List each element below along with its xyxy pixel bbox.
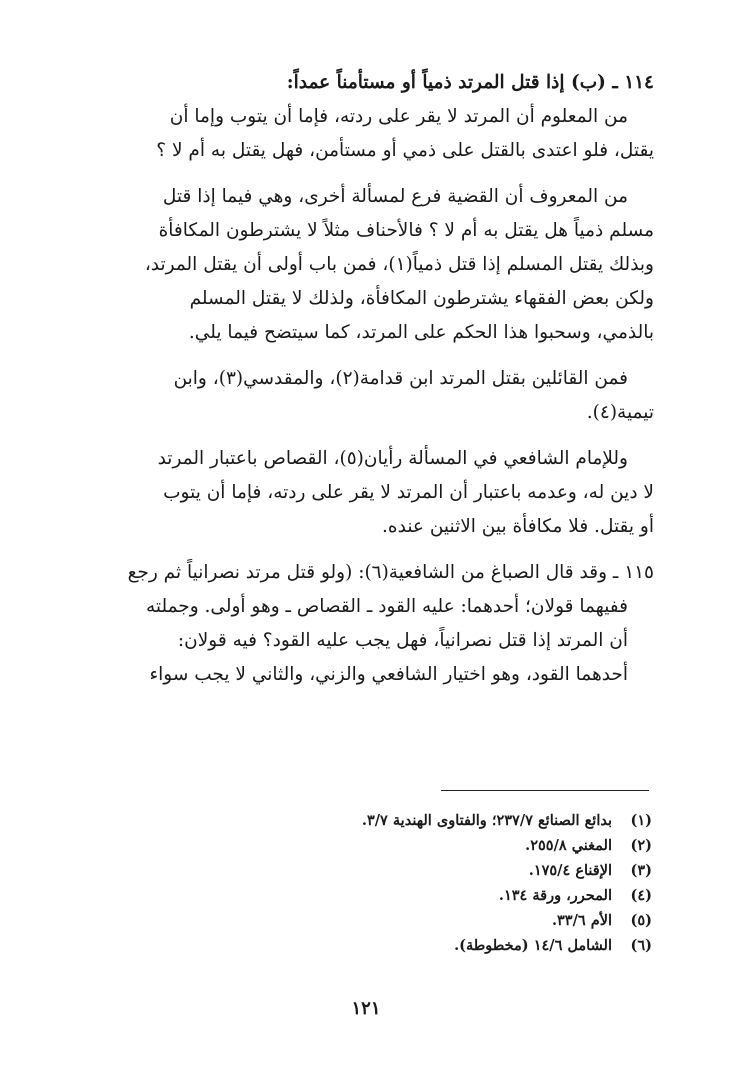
footnote-text: بدائع الصنائع ٢٣٧/٧؛ والفتاوى الهندية ٣/٧. <box>361 812 612 829</box>
paragraph-3 <box>92 362 654 430</box>
text-line: ١١٥ ـ وقد قال الصباغ من الشافعية(٦): (ولو قتل مرتد نصرانياً ثم رجع <box>127 562 654 583</box>
footnote-number: (٥) <box>630 912 652 929</box>
footnote-number: (٢) <box>630 837 652 854</box>
section-heading-114: ١١٤ ـ (ب) إذا قتل المرتد ذمياً أو مستأمناً عمداً: <box>286 72 654 93</box>
text-line: ففيهما قولان؛ أحدهما: عليه القود ـ القصاص ـ وهو أولى. وجملته <box>145 596 628 617</box>
footnote-number: (١) <box>630 812 652 829</box>
footnote-number: (٣) <box>630 862 652 879</box>
footnote-number: (٤) <box>630 887 652 904</box>
text-line: يقتل، فلو اعتدى بالقتل على ذمي أو مستأمن، فهل يقتل به أم لا ؟ <box>156 140 654 161</box>
footnote-item <box>200 858 652 883</box>
text-line: أن المرتد إذا قتل نصرانياً، فهل يجب عليه القود؟ فيه قولان: <box>177 630 628 651</box>
footnote-text: المغني ٢٥٥/٨. <box>525 837 612 854</box>
page-number: ١٢١ <box>351 998 381 1019</box>
footnote-item <box>200 833 652 858</box>
footnote-item <box>200 808 652 833</box>
footnote-text: الإقناع ١٧٥/٤. <box>528 862 612 879</box>
text-line: أو يقتل. فلا مكافأة بين الاثنين عنده. <box>382 516 654 537</box>
footnote-text: المحرر، ورقة ١٣٤. <box>498 887 612 904</box>
footnote-number: (٦) <box>630 937 652 954</box>
section-115 <box>92 556 654 692</box>
text-line: من المعلوم أن المرتد لا يقر على ردته، فإما أن يتوب وإما أن <box>169 106 628 127</box>
text-line: فمن القائلين بقتل المرتد ابن قدامة(٢)، والمقدسي(٣)، وابن <box>173 368 628 389</box>
footnote-item <box>200 883 652 908</box>
text-line: ولكن بعض الفقهاء يشترطون المكافأة، ولذلك لا يقتل المسلم <box>189 288 654 309</box>
text-line: وللإمام الشافعي في المسألة رأيان(٥)، القصاص باعتبار المرتد <box>157 448 628 469</box>
footnotes <box>200 808 652 958</box>
footnote-text: الأم ٣٣/٦. <box>551 912 612 929</box>
text-line: لا دين له، وعدمه باعتبار أن المرتد لا يقر على ردته، فإما أن يتوب <box>163 482 654 503</box>
text-line: من المعروف أن القضية فرع لمسألة أخرى، وهي فيما إذا قتل <box>162 186 628 207</box>
footnote-item <box>200 933 652 958</box>
text-line: تيمية(٤). <box>586 402 654 423</box>
text-line: أحدهما القود، وهو اختيار الشافعي والزني، والثاني لا يجب سواء <box>149 664 628 685</box>
paragraph-2 <box>92 180 654 350</box>
text-line: وبذلك يقتل المسلم إذا قتل ذمياً(١)، فمن باب أولى أن يقتل المرتد، <box>144 254 654 275</box>
paragraph-4 <box>92 442 654 544</box>
text-line: بالذمي، وسحبوا هذا الحكم على المرتد، كما سيتضح فيما يلي. <box>188 322 654 343</box>
footnote-item <box>200 908 652 933</box>
paragraph-1 <box>92 100 654 168</box>
main-text <box>92 66 654 692</box>
footnote-divider <box>441 790 649 791</box>
footnote-text: الشامل ١٤/٦ (مخطوطة). <box>454 937 612 954</box>
text-line: مسلم ذمياً هل يقتل به أم لا ؟ فالأحناف مثلاً لا يشترطون المكافأة <box>158 220 654 241</box>
